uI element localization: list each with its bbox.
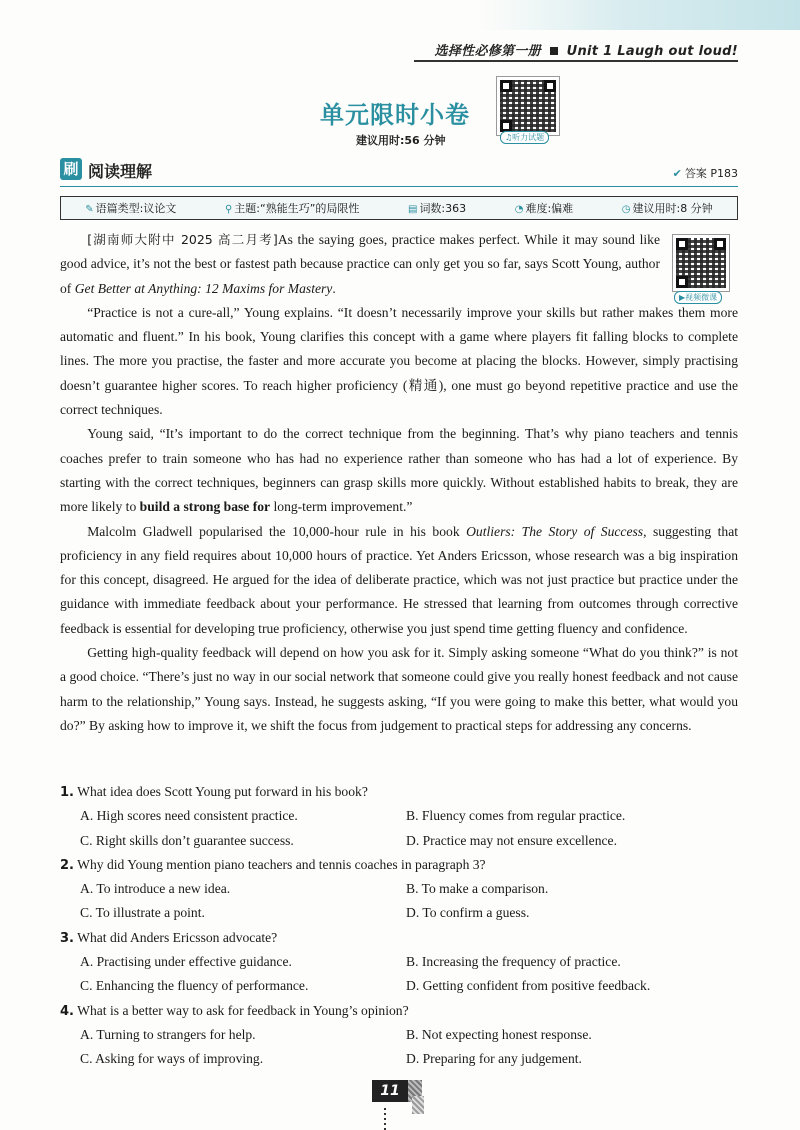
- option-b[interactable]: B. To make a comparison.: [406, 881, 549, 897]
- question-2: 2. Why did Young mention piano teachers and tennis coaches in paragraph 3? A. To introduce a new idea. B. To make a comparison. C. To illustrate a point. D. To confirm a guess.: [60, 853, 740, 926]
- option-a[interactable]: A. Practising under effective guidance.: [80, 954, 292, 970]
- unit-title: Unit 1 Laugh out loud!: [566, 44, 738, 59]
- paragraph-5: Getting high-quality feedback will depend on how you ask for it. Simply asking someone “What do you think?” is not a good choice. “There’s just no way in our social network that someone could give you really honest feedback and not cause harm to the relationship,” Young says. Instead, he suggests asking, “If you were going to make this better, what would you do?” By asking how to improve it, we shift the focus from judgement to practical steps for addressing any concerns.: [60, 645, 738, 733]
- option-a[interactable]: A. Turning to strangers for help.: [80, 1026, 256, 1042]
- topic-info: ⚲ 主题:“熟能生巧”的局限性: [224, 202, 360, 215]
- section-rule: [60, 186, 738, 187]
- option-b[interactable]: B. Not expecting honest response.: [406, 1026, 592, 1042]
- qr-code-icon[interactable]: [496, 76, 560, 136]
- option-c[interactable]: C. To illustrate a point.: [80, 905, 205, 921]
- option-c[interactable]: C. Right skills don’t guarantee success.: [80, 832, 294, 848]
- book-icon: ▤: [407, 204, 418, 215]
- section-icon: 刷: [60, 158, 82, 180]
- paragraph-3: Young said, “It’s important to do the correct technique from the beginning. That’s why piano teachers and tennis coaches prefer to train someone who has had no experience rather than someone who has had a lot of experience. By starting with the correct techniques, beginners can grasp skills more quickly. Without established habits to break, they are more likely to build a strong base for long-term improvement.”: [60, 426, 738, 515]
- header-rule: [414, 60, 738, 62]
- gauge-icon: ◔: [514, 204, 524, 215]
- page-number-decoration-2: [412, 1096, 424, 1114]
- passage-info-bar: [60, 196, 738, 220]
- header-band: [0, 0, 800, 30]
- option-b[interactable]: B. Fluency comes from regular practice.: [406, 808, 626, 824]
- option-d[interactable]: D. Preparing for any judgement.: [406, 1051, 582, 1067]
- pen-icon: ✎: [85, 204, 94, 215]
- page-number: 11: [372, 1080, 408, 1102]
- option-d[interactable]: D. Practice may not ensure excellence.: [406, 832, 617, 848]
- source-tag: [湖南师大附中 2025 高二月考]: [87, 232, 278, 247]
- book-title: 选择性必修第一册: [434, 44, 541, 59]
- book-title-1: Get Better at Anything: 12 Maxims for Mastery: [74, 280, 333, 296]
- option-b[interactable]: B. Increasing the frequency of practice.: [406, 954, 621, 970]
- qr-video-label: ▶视频微课: [674, 291, 722, 304]
- option-a[interactable]: A. To introduce a new idea.: [80, 881, 231, 897]
- clock-icon: ◷: [621, 204, 631, 215]
- running-header: [435, 40, 738, 59]
- option-d[interactable]: D. Getting confident from positive feedback.: [406, 978, 651, 994]
- bold-phrase: build a strong base for: [139, 499, 271, 515]
- page-title: 单元限时小卷: [320, 101, 470, 129]
- headphone-icon: ♫: [505, 133, 513, 142]
- book-title-2: Outliers: The Story of Success: [466, 523, 644, 539]
- genre-info: ✎ 语篇类型:议论文: [85, 202, 177, 215]
- suggested-time: 建议用时:56 分钟: [356, 134, 446, 147]
- difficulty-info: ◔ 难度:偏难: [514, 202, 574, 215]
- option-d[interactable]: D. To confirm a guess.: [406, 905, 530, 921]
- paragraph-1: [湖南师大附中 2025 高二月考]As the saying goes, practice makes perfect. While it may sound like good advice, it’s not the best or fastest path because practice can only get you so far, says Scott Young, author of Get Better at Anything: 12 Maxims for Mastery.: [60, 232, 660, 296]
- section-title: 阅读理解: [88, 162, 153, 181]
- reading-passage: [60, 228, 738, 738]
- magnifier-icon: ⚲: [224, 204, 233, 215]
- answer-reference: ✔ 答案 P183: [672, 167, 738, 180]
- question-3: 3. What did Anders Ericsson advocate? A. Practising under effective guidance. B. Increasing the frequency of practice. C. Enhancing the fluency of performance. D. Getting confident from positive feedback.: [60, 926, 740, 999]
- play-icon: ▶: [679, 293, 686, 302]
- qr-listening-label: ♫听力试题: [500, 131, 549, 144]
- questions: [60, 780, 740, 1072]
- question-4: 4. What is a better way to ask for feedback in Young’s opinion? A. Turning to strangers for help. B. Not expecting honest response. C. Asking for ways of improving. D. Preparing for any judgement.: [60, 999, 740, 1072]
- time-info: ◷ 建议用时:8 分钟: [621, 202, 713, 215]
- option-a[interactable]: A. High scores need consistent practice.: [80, 808, 298, 824]
- square-icon: [550, 47, 558, 55]
- check-icon: ✔: [672, 167, 682, 180]
- paragraph-2: “Practice is not a cure-all,” Young explains. “It doesn’t necessarily improve your skills but rather makes them more automatic and fluent.” In his book, Young clarifies this concept with a game where players fit falling blocks to complete lines. The more you practise, the faster and more accurate you become at placing the blocks. However, simply practising doesn’t guarantee higher scores. To reach higher proficiency (精通), one must go beyond repetitive practice and use the correct techniques.: [60, 304, 738, 418]
- question-1: 1. What idea does Scott Young put forward in his book? A. High scores need consistent practice. B. Fluency comes from regular practice. C. Right skills don’t guarantee success. D. Practice may not ensure excellence.: [60, 780, 740, 853]
- dotted-line: [384, 1106, 386, 1130]
- paragraph-4: Malcolm Gladwell popularised the 10,000-hour rule in his book Outliers: The Story of Success, suggesting that proficiency in any field requires about 10,000 hours of practice. Yet Anders Ericsson, whose research was a big inspiration for this concept, disagreed. He argued for the idea of deliberate practice, which was not just practice but practice under the guidance with immediate feedback about your performance. He stressed that learning from outcomes through corrective feedback is essential for developing true proficiency, otherwise you just spend time getting fluency and confidence.: [60, 523, 739, 636]
- option-c[interactable]: C. Asking for ways of improving.: [80, 1051, 264, 1067]
- word-count-info: ▤ 词数:363: [407, 202, 467, 215]
- option-c[interactable]: C. Enhancing the fluency of performance.: [80, 978, 309, 994]
